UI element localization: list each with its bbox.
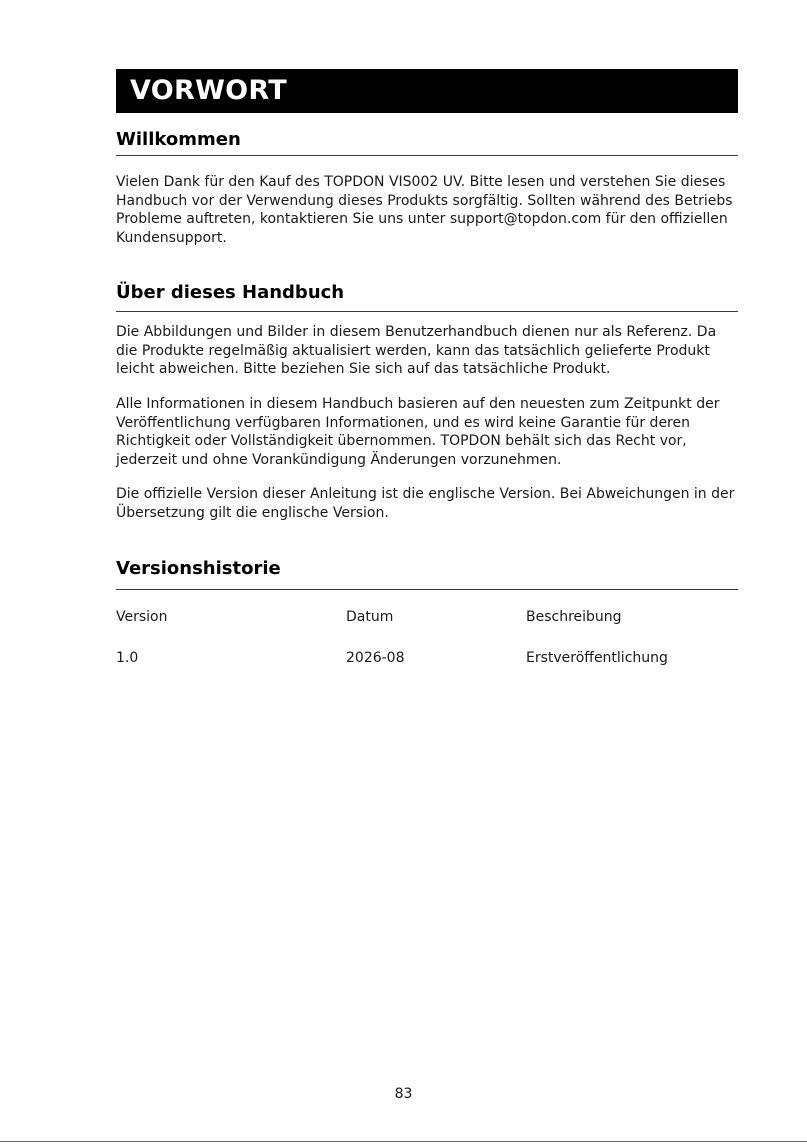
date-cell: 2026-08 <box>346 650 405 666</box>
column-header-version: Version <box>116 609 168 625</box>
description-cell: Erstveröffentlichung <box>526 650 668 666</box>
about-paragraph-1: Die Abbildungen und Bilder in diesem Benutzerhandbuch dienen nur als Referenz. Da die Produkte regelmäßig aktualisiert werden, kann das tatsächlich gelieferte Produkt leicht abweichen. Bitte beziehen Sie sich auf das tatsächliche Produkt. <box>116 324 717 378</box>
page-number: 83 <box>394 1086 413 1102</box>
about-heading: Über dieses Handbuch <box>116 282 345 303</box>
chapter-banner <box>116 69 738 113</box>
version-cell: 1.0 <box>116 650 139 666</box>
version-history-divider <box>116 589 738 590</box>
column-header-description: Beschreibung <box>526 609 622 625</box>
about-divider <box>116 311 738 312</box>
chapter-title: VORWORT <box>130 75 287 106</box>
column-header-date: Datum <box>346 609 394 625</box>
version-history-heading: Versionshistorie <box>116 558 281 579</box>
welcome-paragraph: Vielen Dank für den Kauf des TOPDON VIS002 UV. Bitte lesen und verstehen Sie dieses Handbuch vor der Verwendung dieses Produkts sorgfältig. Sollten während des Betriebs Probleme auftreten, kontaktieren Sie uns unter support@topdon.com für den offiziellen Kundensupport. <box>116 174 733 246</box>
welcome-divider <box>116 155 738 156</box>
welcome-heading: Willkommen <box>116 129 241 150</box>
about-paragraph-2: Alle Informationen in diesem Handbuch basieren auf den neuesten zum Zeitpunkt der Veröffentlichung verfügbaren Informationen, und es wird keine Garantie für deren Richtigkeit oder Vollständigkeit übernommen. TOPDON behält sich das Recht vor, jederzeit und ohne Vorankündigung Änderungen vorzunehmen. <box>116 396 720 468</box>
about-paragraph-3: Die offizielle Version dieser Anleitung ist die englische Version. Bei Abweichungen in der Übersetzung gilt die englische Version. <box>116 486 735 521</box>
bottom-edge-line <box>0 1141 807 1142</box>
